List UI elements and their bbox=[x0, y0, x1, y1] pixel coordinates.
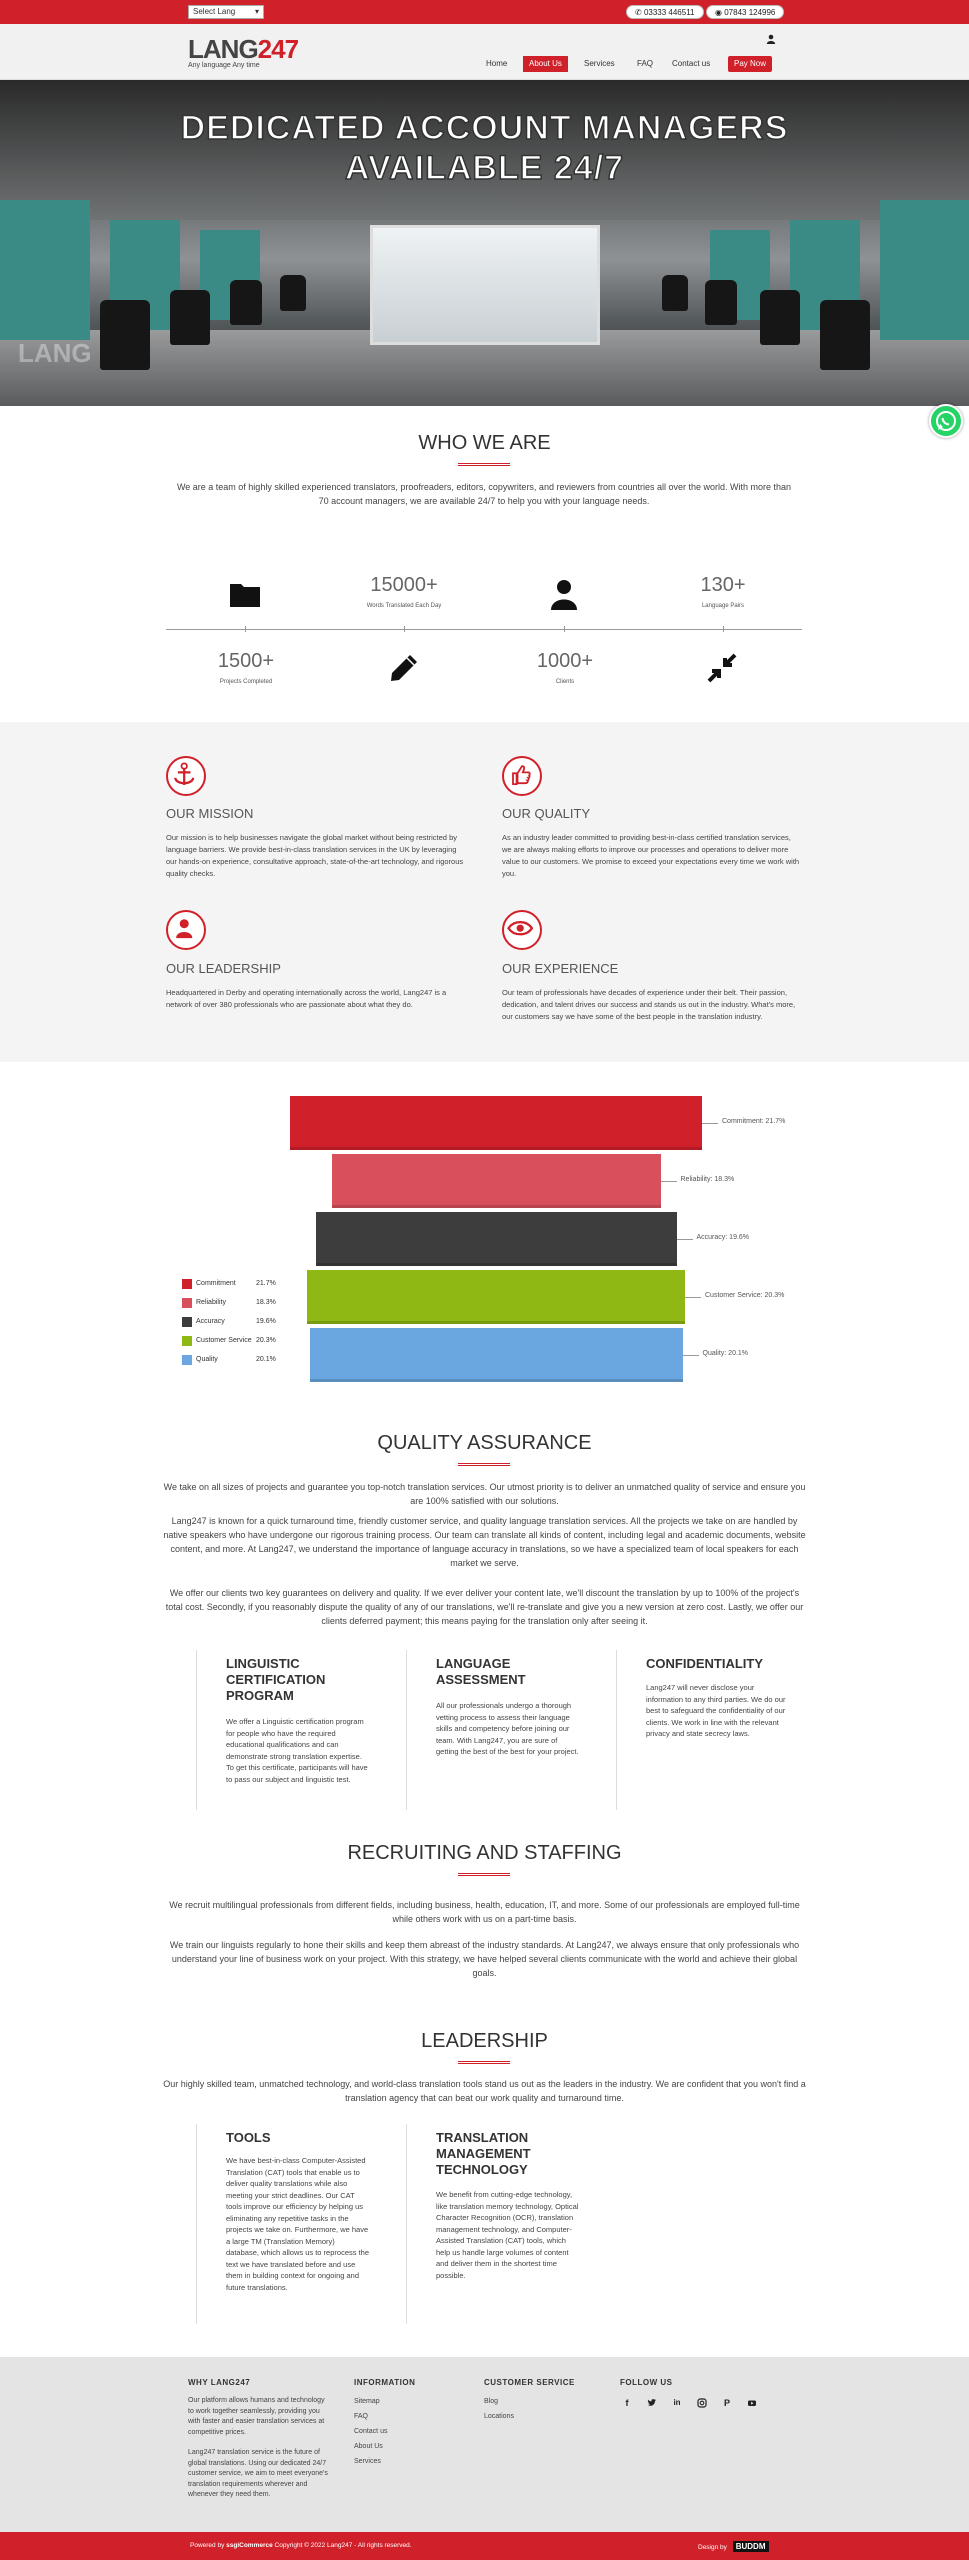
logo-letter-l: L bbox=[188, 34, 203, 64]
stat-number: 130+ bbox=[700, 574, 746, 596]
nav-faq[interactable]: FAQ bbox=[637, 59, 654, 68]
chart-data-label: Accuracy: 19.6% bbox=[696, 1234, 750, 1241]
chart-leader-line bbox=[683, 1355, 699, 1356]
legend-name: Reliability bbox=[196, 1299, 226, 1306]
title-underline bbox=[458, 1873, 510, 1876]
leadership-column-text: We benefit from cutting-edge technology, like translation memory technology, Optical Character Recognition (OCR), translation management technology, and Computer-Assisted Translation (CAT) tools, which help us handle large volumes of content and deliver them in the shortest time possible. bbox=[436, 2190, 579, 2280]
chart-bar-reliability bbox=[332, 1154, 661, 1208]
column-divider bbox=[616, 1650, 617, 1810]
phone-button-1[interactable] bbox=[626, 5, 704, 19]
nav-about-us[interactable]: About Us bbox=[523, 56, 568, 72]
qa-paragraph-3: We offer our clients two key guarantees on delivery and quality. If we ever deliver your content late, we'll discount the translation by up to 100% of the project's total cost. Secondly, if you reasonably dispute the quality of any of our translations, we'll re-translate and give you a new version at zero cost. Lastly, we offer our clients deferred payment; this means paying for the translation only after seeing it. bbox=[165, 1588, 804, 1626]
footer-info-title: INFORMATION bbox=[354, 2378, 416, 2387]
timeline-tick bbox=[564, 626, 565, 632]
footer-cs-title: CUSTOMER SERVICE bbox=[484, 2378, 575, 2387]
anchor-icon bbox=[168, 758, 204, 794]
qa-paragraph-1: We take on all sizes of projects and guarantee you top-notch translation services. Our utmost priority is to deliver an unmatched quality of service and ensure you are 100% satisfied with our solutions. bbox=[163, 1482, 806, 1506]
recruiting-title: RECRUITING AND STAFFING bbox=[347, 1842, 622, 1864]
stat-label: Language Pairs bbox=[701, 603, 745, 609]
column-divider bbox=[406, 2124, 407, 2324]
footer-link-about[interactable]: About Us bbox=[354, 2443, 383, 2450]
qa-column-title: CONFIDENTIALITY bbox=[646, 1656, 763, 1671]
legend-name: Customer Service bbox=[196, 1337, 252, 1344]
eye-icon bbox=[504, 912, 540, 948]
feature-title: OUR EXPERIENCE bbox=[502, 961, 619, 976]
feature-text: Our team of professionals have decades of experience under their belt. Their passion, dedication, and talent drives our success and stands us out in the industry. What's more, our customers say we have some of the best people in the translation industry. bbox=[502, 988, 796, 1021]
logo-tagline: Any language Any time bbox=[188, 62, 260, 69]
feature-icon-circle bbox=[166, 910, 206, 950]
title-underline bbox=[458, 463, 510, 466]
whatsapp-phone-button[interactable] bbox=[706, 5, 784, 19]
column-divider bbox=[406, 1650, 407, 1810]
qa-column-title: LINGUISTIC CERTIFICATION PROGRAM bbox=[226, 1656, 326, 1703]
pencil-icon bbox=[388, 652, 420, 684]
who-we-are-title: WHO WE ARE bbox=[418, 432, 551, 454]
bottom-bar bbox=[0, 2532, 969, 2560]
footer-link-faq[interactable]: FAQ bbox=[354, 2413, 369, 2420]
legend-value: 21.7% bbox=[256, 1280, 276, 1287]
compress-arrows-icon bbox=[706, 652, 738, 684]
stat-number: 1500+ bbox=[217, 650, 275, 672]
nav-services[interactable]: Services bbox=[584, 59, 615, 68]
design-credit bbox=[698, 2542, 769, 2551]
hero-watermark: LANG bbox=[18, 338, 92, 368]
chart-bar-accuracy bbox=[316, 1212, 677, 1266]
chart-leader-line bbox=[685, 1297, 701, 1298]
chart-bar-quality bbox=[310, 1328, 683, 1382]
legend-swatch bbox=[182, 1355, 192, 1365]
legend-item bbox=[180, 1316, 300, 1328]
legend-value: 18.3% bbox=[256, 1299, 276, 1306]
nav-home[interactable]: Home bbox=[486, 59, 508, 68]
phone-number-1: 03333 446511 bbox=[643, 8, 695, 17]
legend-value: 20.1% bbox=[256, 1356, 276, 1363]
stat-label: Words Translated Each Day bbox=[366, 603, 442, 609]
footer-why-text-2: Lang247 translation service is the future of global translations. Using our dedicated 24/7 customer service, we aim to meet everyone's translation requirements wherever and whenever they need them. bbox=[188, 2449, 328, 2498]
feature-icon-circle bbox=[502, 756, 542, 796]
qa-column-text: All our professionals undergo a thorough vetting process to assess their language skills and competency before joining our team. With Lang247, you are sure of getting the best of the best for your project. bbox=[436, 1701, 579, 1756]
nav-contact-us[interactable]: Contact us bbox=[672, 59, 711, 68]
stat-number: 15000+ bbox=[370, 574, 438, 596]
thumbs-up-icon bbox=[504, 758, 540, 794]
legend-item bbox=[180, 1354, 300, 1366]
chart-leader-line bbox=[702, 1123, 718, 1124]
copyright-text bbox=[190, 2542, 412, 2549]
chart-bar-customer-service bbox=[307, 1270, 685, 1324]
linkedin-icon[interactable]: in bbox=[673, 2398, 681, 2407]
chart-data-label: Reliability: 18.3% bbox=[680, 1176, 735, 1183]
recruiting-paragraph-2: We train our linguists regularly to hone their skills and keep them abreast of the industry standards. At Lang247, we always ensure that only professionals who understand your line of business work on your project. With this strategy, we have helped several clients communicate with the world and achieve their global goals. bbox=[169, 1940, 800, 1978]
legend-name: Accuracy bbox=[196, 1318, 225, 1325]
qa-column-title: LANGUAGE ASSESSMENT bbox=[436, 1656, 526, 1687]
site-logo[interactable] bbox=[188, 34, 298, 69]
qa-column-text: Lang247 will never disclose your information to any third parties. We do our best to safeguard the confidentiality of our clients. We work in line with the relevant privacy and state secrecy laws. bbox=[646, 1683, 786, 1738]
features-section bbox=[0, 722, 969, 1062]
language-select[interactable] bbox=[188, 5, 264, 19]
feature-title: OUR QUALITY bbox=[502, 806, 591, 821]
phone-number-2: 07843 124996 bbox=[724, 8, 776, 17]
quality-chart bbox=[0, 1090, 969, 1390]
chart-bar-commitment bbox=[290, 1096, 702, 1150]
qa-paragraph-2: Lang247 is known for a quick turnaround time, friendly customer service, and quality language translation services. All the projects we take on are handled by native speakers who have undergone our rigorous training process. Our team can translate all kinds of content, including legal and academic documents, website content, and more. At Lang247, we understand the importance of language accuracy in translations, so we have a specialized team of local speakers for each market we serve. bbox=[163, 1516, 806, 1568]
feature-title: OUR LEADERSHIP bbox=[166, 961, 281, 976]
feature-icon-circle bbox=[166, 756, 206, 796]
youtube-icon[interactable] bbox=[747, 2398, 757, 2408]
language-select-value: Select Lang bbox=[193, 7, 236, 16]
whatsapp-small-icon: ◉ bbox=[715, 8, 722, 17]
hero-title-line2: AVAILABLE 24/7 bbox=[344, 149, 625, 187]
footer-why-text-1: Our platform allows humans and technology to work together seamlessly, providing you with faster and easier translation services at competitive prices. bbox=[188, 2397, 325, 2436]
timeline-tick bbox=[245, 626, 246, 632]
legend-item bbox=[180, 1335, 300, 1347]
feature-title: OUR MISSION bbox=[166, 806, 254, 821]
who-we-are-text: We are a team of highly skilled experienced translators, proofreaders, editors, copywriters, and reviewers from countries all over the world. With more than 70 account managers, we are available 24/7 to help you with your language needs. bbox=[176, 482, 792, 506]
legend-swatch bbox=[182, 1336, 192, 1346]
legend-swatch bbox=[182, 1298, 192, 1308]
phone-icon: ✆ bbox=[635, 8, 642, 17]
feature-icon-circle bbox=[502, 910, 542, 950]
leadership-column-text: We have best-in-class Computer-Assisted Translation (CAT) tools that enable us to deliver quality translations while also meeting your strict deadlines. Our CAT tools improve our efficiency by helping us eliminating any repetitive tasks in the projects we take on. Furthermore, we have a large TM (Translation Memory) database, which allows us to reprocess the text we have translated before and use them in building context for ongoing and future translations. bbox=[226, 2156, 369, 2292]
leadership-column-title: TRANSLATION MANAGEMENT TECHNOLOGY bbox=[436, 2130, 531, 2177]
logo-number: 247 bbox=[257, 34, 299, 64]
user-icon bbox=[168, 912, 204, 948]
leadership-title: LEADERSHIP bbox=[421, 2030, 548, 2052]
chart-data-label: Commitment: 21.7% bbox=[722, 1118, 786, 1125]
feature-text: As an industry leader committed to providing best-in-class certified translation services, we are always making efforts to improve our processes and operations to deliver more value to our customers. We promise to exceed your expectations every time we work with you. bbox=[502, 833, 800, 878]
footer-follow-title: FOLLOW US bbox=[620, 2378, 673, 2387]
user-icon bbox=[548, 578, 580, 610]
copyright-line: Copyright © 2022 Lang247 - All rights reserved. bbox=[272, 2542, 412, 2549]
logo-text: ANG bbox=[202, 34, 258, 64]
legend-item bbox=[180, 1297, 300, 1309]
chart-data-label: Customer Service: 20.3% bbox=[705, 1292, 785, 1299]
design-brand-link[interactable]: BUDDM bbox=[733, 2541, 769, 2552]
feature-text: Headquartered in Derby and operating internationally across the world, Lang247 is a network of over 380 professionals who are passionate about what they do. bbox=[166, 988, 447, 1009]
timeline-tick bbox=[404, 626, 405, 632]
hero-title-line1: DEDICATED ACCOUNT MANAGERS bbox=[180, 109, 789, 147]
footer-link-services[interactable]: Services bbox=[354, 2458, 381, 2465]
column-divider bbox=[196, 1650, 197, 1810]
stat-number: 1000+ bbox=[536, 650, 594, 672]
qa-column-text: We offer a Linguistic certification program for people who have the required educational qualifications and can demonstrate strong translation expertise. To get this certificate, participants will have to pass our subject and linguistic test. bbox=[226, 1717, 368, 1784]
design-by-label: Design by bbox=[698, 2544, 727, 2551]
leadership-paragraph: Our highly skilled team, unmatched technology, and world-class translation tools stand us out as the leaders in the industry. We are confident that you won't find a translation agency that can beat our work quality and turnaround time. bbox=[163, 2079, 806, 2103]
top-bar bbox=[0, 0, 969, 24]
column-divider bbox=[196, 2124, 197, 2324]
footer-link-contact[interactable]: Contact us bbox=[354, 2428, 388, 2435]
footer-why-title: WHY LANG247 bbox=[188, 2378, 251, 2387]
nav-pay-now-button[interactable]: Pay Now bbox=[728, 56, 772, 72]
folder-icon bbox=[229, 578, 261, 610]
chart-leader-line bbox=[677, 1239, 693, 1240]
stat-label: Projects Completed bbox=[219, 679, 273, 685]
chart-leader-line bbox=[661, 1181, 677, 1182]
footer-link-blog[interactable]: Blog bbox=[484, 2398, 499, 2405]
twitter-icon[interactable] bbox=[647, 2398, 657, 2408]
instagram-icon[interactable] bbox=[697, 2398, 707, 2408]
legend-item bbox=[180, 1278, 300, 1290]
leadership-column-title: TOOLS bbox=[226, 2130, 271, 2145]
facebook-icon[interactable]: f bbox=[625, 2398, 629, 2408]
stat-label: Clients bbox=[555, 679, 575, 685]
footer-link-locations[interactable]: Locations bbox=[484, 2413, 514, 2420]
footer-link-sitemap[interactable]: Sitemap bbox=[354, 2398, 380, 2405]
powered-prefix: Powered by bbox=[190, 2542, 227, 2549]
legend-name: Quality bbox=[196, 1356, 218, 1363]
recruiting-paragraph-1: We recruit multilingual professionals from different fields, including business, health, education, IT, and more. Some of our professionals are employed full-time while others work with us on a part-time basis. bbox=[169, 1900, 800, 1924]
powered-brand-link[interactable]: ssgiCommerce bbox=[226, 2542, 273, 2549]
chart-data-label: Quality: 20.1% bbox=[702, 1350, 749, 1357]
legend-value: 19.6% bbox=[256, 1318, 276, 1325]
title-underline bbox=[458, 1463, 510, 1466]
stats-timeline bbox=[166, 629, 802, 630]
user-account-icon[interactable] bbox=[766, 34, 776, 44]
legend-swatch bbox=[182, 1279, 192, 1289]
legend-swatch bbox=[182, 1317, 192, 1327]
legend-value: 20.3% bbox=[256, 1337, 276, 1344]
legend-name: Commitment bbox=[196, 1280, 236, 1287]
feature-text: Our mission is to help businesses navigate the global market without being restricted by language barriers. We provide best-in-class translation services in the UK by leveraging our hands-on experience, consultative approach, state-of-the-art technology, and rigorous quality checks. bbox=[166, 833, 464, 878]
hero-title bbox=[0, 108, 969, 188]
quality-assurance-title: QUALITY ASSURANCE bbox=[377, 1432, 592, 1454]
title-underline bbox=[458, 2061, 510, 2064]
pinterest-icon[interactable]: P bbox=[723, 2398, 730, 2408]
chevron-down-icon: ▾ bbox=[254, 7, 259, 16]
timeline-tick bbox=[723, 626, 724, 632]
chart-legend bbox=[180, 1278, 300, 1368]
